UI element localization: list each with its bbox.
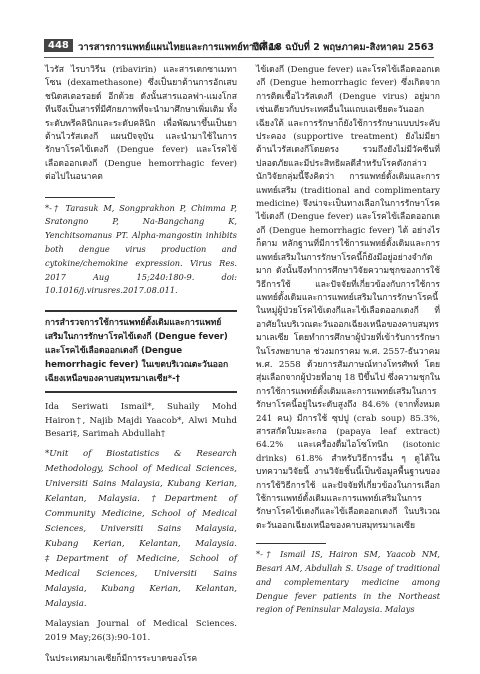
footnote: *-† Tarasuk M, Songprakhon P, Chimma P, Sratongno P, Na-Bangchang K, Yenchitsomanus PT. Alpha-mangostin inhibits both dengue virus production and cytokine/chemokine expression. Virus Res. 2017 Aug 15;240:180-9. doi: 10.1016/j.virusres.2017.08.011.: [45, 202, 237, 296]
section-title: การสำรวจการใช้การแพทย์ดั้งเดิมและการแพทย์เสริมในการรักษาโรคไข้เดงกี (Dengue fever) และโรคไข้เลือดออกเดงกี (Dengue hemorrhagic fever) ในเขตบริเวณตะวันออกเฉียงเหนือของคาบสมุทรมาเลเซีย*-†: [45, 310, 237, 393]
issue-info: ปีที่ 18 ฉบับที่ 2 พฤษภาคม-สิงหาคม 2563: [253, 42, 434, 53]
citation: Malaysian Journal of Medical Sciences. 2019 May;26(3):90-101.: [45, 619, 237, 643]
body-paragraph: ไข้เดงกี (Dengue fever) และโรคไข้เลือดออกเดงกี (Dengue hemorrhagic fever) ซึ่งเกิดจากการติดเชื้อไวรัสเดงกี (Dengue virus) อยู่มากเช่นเดียวกับประเทศอื่นในแถบเอเชียตะวันออกเฉียงใต้ และการรักษาก็ยังใช้การรักษาแบบประคับประคอง (supportive treatment) ยังไม่มียาต้านไวรัสเดงกีโดยตรง รวมถึงยังไม่มีวัคซีนที่ปลอดภัยและมีประสิทธิผลดีสำหรับโรคดังกล่าว นักวิจัยกลุ่มนี้จึงคิดว่า การแพทย์ดั้งเดิมและการแพทย์เสริม (traditional and complimentary medicine) จึงน่าจะเป็นทางเลือกในการรักษาโรคไข้เดงกี (Dengue fever) และโรคไข้เลือดออกเดงกี (Dengue hemorrhagic fever) ได้ อย่างไรก็ตาม หลักฐานที่มีการใช้การแพทย์ดั้งเดิมและการแพทย์เสริมในการรักษาโรคนี้ก็ยังมีอยู่อย่างจำกัดมาก ดังนั้นจึงทำการศึกษาวิจัยความชุกของการใช้ วิธีการใช้ และปัจจัยที่เกี่ยวข้องกับการใช้การแพทย์ดั้งเดิมและการแพทย์เสริมในการรักษาโรคนี้ ในหมู่ผู้ป่วยโรคไข้เดงกีและไข้เลือดออกเดงกี ที่อาศัยในบริเวณตะวันออกเฉียงเหนือของคาบสมุทรมาเลเซีย โดยทำการศึกษาผู้ป่วยที่เข้ารับการรักษาในโรงพยาบาล ช่วงมกราคม พ.ศ. 2557-ธันวาคม พ.ศ. 2558 ด้วยการสัมภาษณ์ทางโทรศัพท์ โดยสุ่มเลือกจากผู้ป่วยที่อายุ 18 ปีขึ้นไป ซึ่งความชุกในการใช้การแพทย์ดั้งเดิมและการแพทย์เสริมในการรักษาโรคนี้อยู่ในระดับสูงถึง 84.6% (จากทั้งหมด 241 คน) มีการใช้ ซุปปู (crab soup) 85.3%, สารสกัดใบมะละกอ (papaya leaf extract) 64.2% และเครื่องดื่มไอโซโทนิก (isotonic drinks) 61.8% สำหรับวิธีการอื่น ๆ ดูได้ในบทความวิจัยนี้ งานวิจัยชิ้นนี้เป็นข้อมูลพื้นฐานของการใช้วิธีการใช้ และปัจจัยที่เกี่ยวข้องในการเลือกใช้การแพทย์ดั้งเดิมและการแพทย์เสริมในการรักษาโรคไข้เดงกีและไข้เลือดออกเดงกี ในบริเวณตะวันออกเฉียงเหนือของคาบสมุทรมาเลเซีย: [256, 65, 440, 531]
author-list: Ida Seriwati Ismail*, Suhaily Mohd Hairon†, Najib Majdi Yaacob*, Alwi Muhd Besari‡, Sarimah Abdullah†: [45, 402, 237, 440]
footnote: *-† Ismail IS, Hairon SM, Yaacob NM, Besari AM, Abdullah S. Usage of traditional and complementary medicine among Dengue fever patients in the Northeast region of Peninsular Malaysia. Malays: [256, 549, 440, 615]
journal-title: วารสารการแพทย์แผนไทยและการแพทย์ทางเลือก: [78, 42, 280, 53]
body-paragraph: ไวรัส ไรบาวิรีน (ribavirin) และสารเดกซาเมทาโซน (dexamethasone) ซึ่งเป็นยาต้านการอักเสบชนิดสเตอรอยด์ อีกด้วย ดังนั้นสารแอลฟา-แมงโกสทีนจึงเป็นสารที่มีศักยภาพที่จะนำมาศึกษาเพิ่มเติม ทั้งระดับพรีคลินิกและระดับคลินิก เพื่อพัฒนาขึ้นเป็นยาต้านไวรัสเดงกี แผนปัจจุบัน และนำมาใช้ในการรักษาโรคไข้เดงกี (Dengue fever) และโรคไข้เลือดออกเดงกี (Dengue hemorrhagic fever) ต่อไปในอนาคต: [45, 65, 237, 183]
affiliations: *Unit of Biostatistics & Research Methodology, School of Medical Sciences, Universiti Sains Malaysia, Kubang Kerian, Kelantan, Malaysia. †Department of Community Medicine, School of Medical Sciences, Universiti Sains Malaysia, Kubang Kerian, Kelantan, Malaysia. ‡Department of Medicine, School of Medical Sciences, Universiti Sains Malaysia, Kubang Kerian, Kelantan, Malaysia.: [45, 449, 237, 610]
page-number: 448: [44, 39, 73, 52]
left-column: [45, 64, 237, 667]
running-header: [44, 37, 434, 58]
body-paragraph: ในประเทศมาเลเซียก็มีการระบาดของโรค: [45, 654, 198, 665]
footnote-rule: [45, 197, 115, 198]
footnote-rule: [256, 543, 326, 544]
right-column: [256, 64, 440, 617]
